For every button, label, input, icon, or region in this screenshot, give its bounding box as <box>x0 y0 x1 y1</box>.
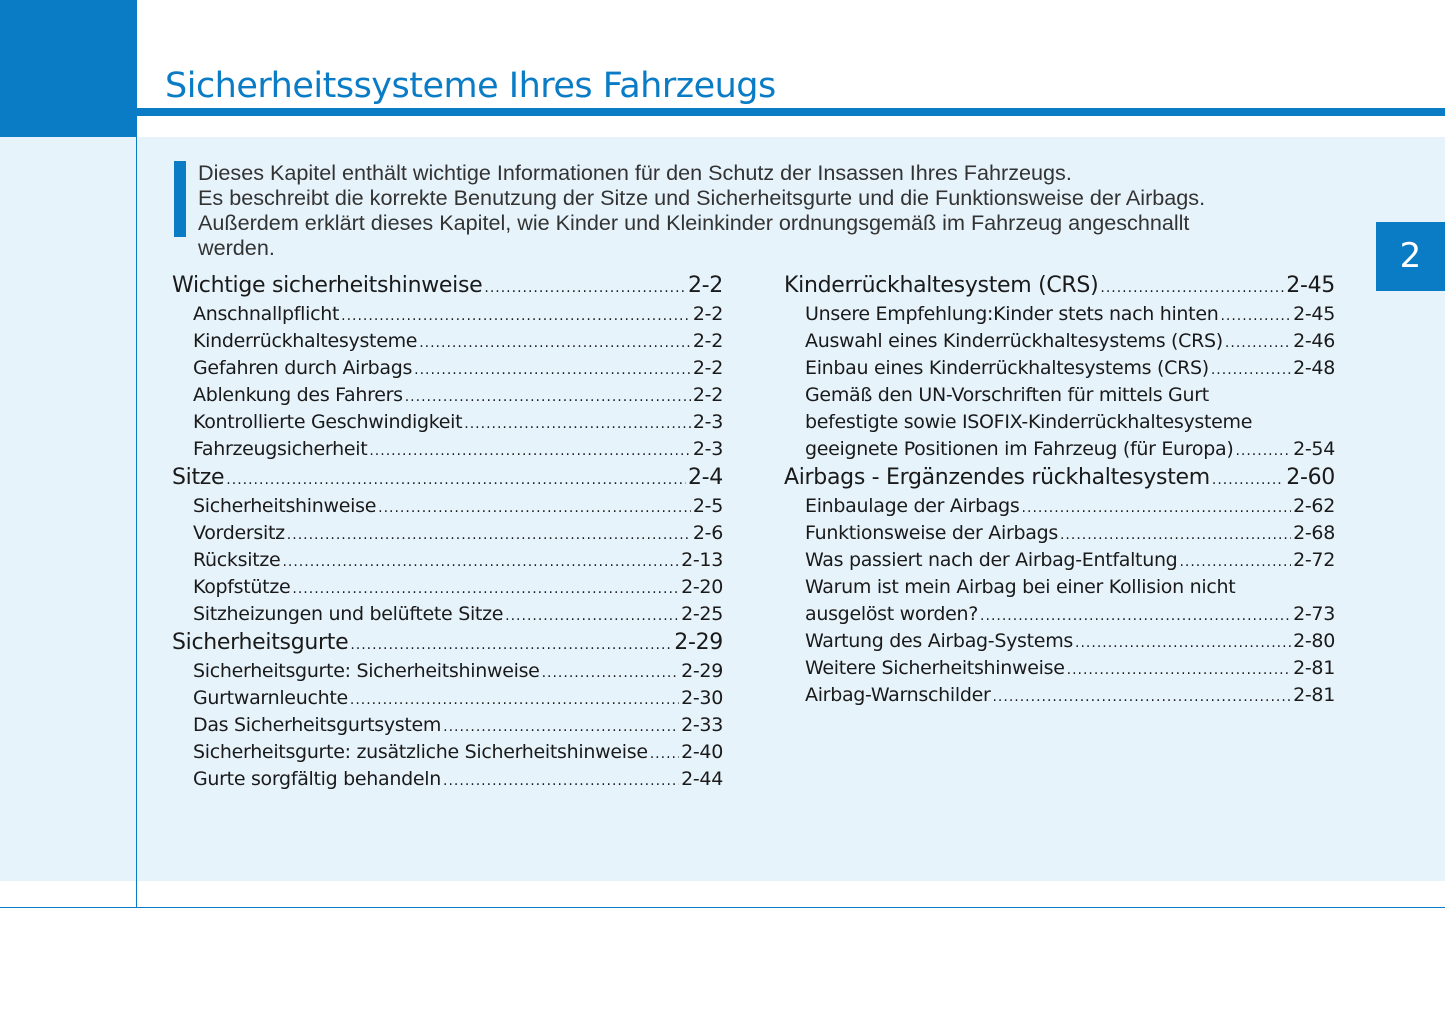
toc-entry-label: Sicherheitsgurte: zusätzliche Sicherheitshinweise <box>193 741 648 763</box>
toc-dot-leader <box>287 522 691 549</box>
toc-entry-label: Wartung des Airbag-Systems <box>805 630 1074 652</box>
toc-section-entry <box>784 463 1335 493</box>
toc-dot-leader <box>1022 495 1292 522</box>
toc-page-number: 2-2 <box>687 273 723 298</box>
toc-dot-leader <box>405 384 691 411</box>
toc-page-number: 2-3 <box>692 411 723 433</box>
toc-entry-label: Wichtige sicherheitshinweise <box>172 273 483 298</box>
toc-dot-leader <box>1212 465 1284 495</box>
toc-entry <box>784 409 1335 436</box>
toc-left-column <box>172 271 723 793</box>
bottom-rule <box>0 907 1445 908</box>
toc-page-number: 2-73 <box>1293 603 1335 625</box>
toc-page-number: 2-6 <box>692 522 723 544</box>
toc-entry <box>784 601 1335 628</box>
toc-entry <box>784 655 1335 682</box>
toc-entry <box>172 766 723 793</box>
toc-entry-label: Kopfstütze <box>193 576 291 598</box>
toc-entry <box>784 493 1335 520</box>
toc-page-number: 2-81 <box>1293 657 1335 679</box>
toc-dot-leader <box>542 660 680 687</box>
toc-page-number: 2-2 <box>692 330 723 352</box>
toc-entry <box>784 628 1335 655</box>
toc-entry-label: befestigte sowie ISOFIX-Kinderrückhaltesysteme <box>805 411 1253 433</box>
toc-entry-label: Vordersitz <box>193 522 285 544</box>
toc-section-entry <box>172 463 723 493</box>
toc-entry-label: Gurte sorgfältig behandeln <box>193 768 442 790</box>
toc-page-number: 2-20 <box>681 576 723 598</box>
toc-entry <box>784 682 1335 709</box>
toc-page-number: 2-45 <box>1286 273 1335 298</box>
toc-right-column <box>784 271 1335 709</box>
toc-page-number: 2-60 <box>1286 465 1335 490</box>
toc-page-number: 2-40 <box>681 741 723 763</box>
toc-dot-leader <box>1075 630 1291 657</box>
toc-entry <box>172 685 723 712</box>
toc-entry <box>172 382 723 409</box>
toc-entry <box>784 574 1335 601</box>
toc-entry <box>172 409 723 436</box>
toc-entry <box>172 493 723 520</box>
toc-dot-leader <box>369 438 691 465</box>
toc-entry-label: Warum ist mein Airbag bei einer Kollision nicht <box>805 576 1236 598</box>
page-title: Sicherheitssysteme Ihres Fahrzeugs <box>165 66 776 106</box>
toc-entry <box>784 436 1335 463</box>
toc-dot-leader <box>1067 657 1291 684</box>
toc-dot-leader <box>650 741 679 768</box>
toc-entry-label: Fahrzeugsicherheit <box>193 438 368 460</box>
toc-entry-label: ausgelöst worden? <box>805 603 979 625</box>
toc-dot-leader <box>443 714 679 741</box>
toc-entry-label: Rücksitze <box>193 549 281 571</box>
toc-entry-label: Sicherheitsgurte <box>172 630 349 655</box>
toc-dot-leader <box>980 603 1291 630</box>
toc-dot-leader <box>1211 357 1291 384</box>
toc-page-number: 2-30 <box>681 687 723 709</box>
toc-dot-leader <box>292 576 679 603</box>
toc-dot-leader <box>226 465 686 495</box>
toc-dot-leader <box>341 303 691 330</box>
toc-page-number: 2-80 <box>1293 630 1335 652</box>
toc-dot-leader <box>1225 330 1291 357</box>
intro-accent-bar <box>174 161 186 237</box>
toc-page-number: 2-5 <box>692 495 723 517</box>
toc-section-entry <box>784 271 1335 301</box>
toc-entry <box>172 520 723 547</box>
toc-entry-label: Airbags - Ergänzendes rückhaltesystem <box>784 465 1210 490</box>
toc-entry-label: Sicherheitsgurte: Sicherheitshinweise <box>193 660 540 682</box>
intro-line: Außerdem erklärt dieses Kapitel, wie Kinder und Kleinkinder ordnungsgemäß im Fahrzeug angeschnallt <box>198 210 1190 235</box>
toc-dot-leader <box>378 495 691 522</box>
intro-text <box>198 160 1338 260</box>
toc-entry-label: Kinderrückhaltesysteme <box>193 330 418 352</box>
toc-entry <box>784 520 1335 547</box>
toc-entry <box>172 328 723 355</box>
toc-dot-leader <box>350 687 679 714</box>
toc-entry <box>172 658 723 685</box>
toc-entry <box>784 382 1335 409</box>
toc-page-number: 2-33 <box>681 714 723 736</box>
toc-dot-leader <box>505 603 679 630</box>
toc-section-entry <box>172 628 723 658</box>
toc-entry <box>784 547 1335 574</box>
toc-dot-leader <box>1179 549 1291 576</box>
toc-entry-label: Gemäß den UN-Vorschriften für mittels Gurt <box>805 384 1209 406</box>
toc-page-number: 2-62 <box>1293 495 1335 517</box>
toc-page-number: 2-81 <box>1293 684 1335 706</box>
toc-page-number: 2-68 <box>1293 522 1335 544</box>
toc-entry-label: Gurtwarnleuchte <box>193 687 348 709</box>
title-underline-rule <box>137 108 1445 116</box>
toc-page-number: 2-4 <box>687 465 723 490</box>
toc-dot-leader <box>992 684 1291 711</box>
toc-entry-label: Funktionsweise der Airbags <box>805 522 1058 544</box>
toc-dot-leader <box>1235 438 1291 465</box>
toc-page-number: 2-2 <box>692 384 723 406</box>
toc-entry-label: Kinderrückhaltesystem (CRS) <box>784 273 1099 298</box>
toc-entry <box>784 301 1335 328</box>
intro-line: Dieses Kapitel enthält wichtige Informationen für den Schutz der Insassen Ihres Fahrzeugs. <box>198 160 1072 185</box>
toc-dot-leader <box>282 549 679 576</box>
toc-dot-leader <box>443 768 679 795</box>
toc-entry-label: Anschnallpflicht <box>193 303 340 325</box>
toc-page-number: 2-46 <box>1293 330 1335 352</box>
toc-dot-leader <box>484 273 686 303</box>
toc-entry-label: Weitere Sicherheitshinweise <box>805 657 1065 679</box>
toc-dot-leader <box>464 411 691 438</box>
toc-dot-leader <box>350 630 672 660</box>
toc-page-number: 2-25 <box>681 603 723 625</box>
toc-entry <box>172 436 723 463</box>
toc-entry-label: Auswahl eines Kinderrückhaltesystems (CRS) <box>805 330 1223 352</box>
toc-entry-label: Sicherheitshinweise <box>193 495 377 517</box>
toc-entry-label: Sitze <box>172 465 225 490</box>
toc-entry-label: Das Sicherheitsgurtsystem <box>193 714 442 736</box>
toc-entry-label: Einbau eines Kinderrückhaltesystems (CRS) <box>805 357 1209 379</box>
toc-entry <box>784 328 1335 355</box>
corner-accent-block <box>0 0 137 137</box>
toc-entry-label: Einbaulage der Airbags <box>805 495 1020 517</box>
toc-page-number: 2-2 <box>692 357 723 379</box>
toc-dot-leader <box>1220 303 1291 330</box>
toc-entry-label: Kontrollierte Geschwindigkeit <box>193 411 463 433</box>
toc-page-number: 2-29 <box>681 660 723 682</box>
toc-entry <box>172 601 723 628</box>
intro-line: werden. <box>198 235 275 260</box>
toc-entry <box>172 739 723 766</box>
toc-entry <box>172 355 723 382</box>
toc-page-number: 2-72 <box>1293 549 1335 571</box>
toc-entry <box>172 574 723 601</box>
intro-line: Es beschreibt die korrekte Benutzung der Sitze und Sicherheitsgurte und die Funktionsweise der Airbags. <box>198 185 1206 210</box>
toc-dot-leader <box>1060 522 1291 549</box>
toc-entry-label: Was passiert nach der Airbag-Entfaltung <box>805 549 1178 571</box>
toc-entry-label: geeignete Positionen im Fahrzeug (für Europa) <box>805 438 1234 460</box>
toc-dot-leader <box>419 330 691 357</box>
left-vertical-rule <box>136 137 137 908</box>
toc-page-number: 2-54 <box>1293 438 1335 460</box>
toc-entry-label: Gefahren durch Airbags <box>193 357 413 379</box>
toc-page-number: 2-29 <box>674 630 723 655</box>
toc-entry-label: Sitzheizungen und belüftete Sitze <box>193 603 504 625</box>
left-margin-panel <box>0 137 137 881</box>
toc-entry <box>172 712 723 739</box>
toc-entry <box>172 547 723 574</box>
chapter-number-tab: 2 <box>1376 222 1445 291</box>
toc-page-number: 2-44 <box>681 768 723 790</box>
toc-section-entry <box>172 271 723 301</box>
toc-entry-label: Airbag-Warnschilder <box>805 684 991 706</box>
toc-entry-label: Unsere Empfehlung:Kinder stets nach hinten <box>805 303 1219 325</box>
toc-page-number: 2-2 <box>692 303 723 325</box>
toc-page-number: 2-45 <box>1293 303 1335 325</box>
toc-entry <box>172 301 723 328</box>
toc-dot-leader <box>414 357 691 384</box>
toc-page-number: 2-48 <box>1293 357 1335 379</box>
toc-page-number: 2-13 <box>681 549 723 571</box>
toc-page-number: 2-3 <box>692 438 723 460</box>
toc-entry-label: Ablenkung des Fahrers <box>193 384 403 406</box>
toc-entry <box>784 355 1335 382</box>
toc-dot-leader <box>1100 273 1284 303</box>
